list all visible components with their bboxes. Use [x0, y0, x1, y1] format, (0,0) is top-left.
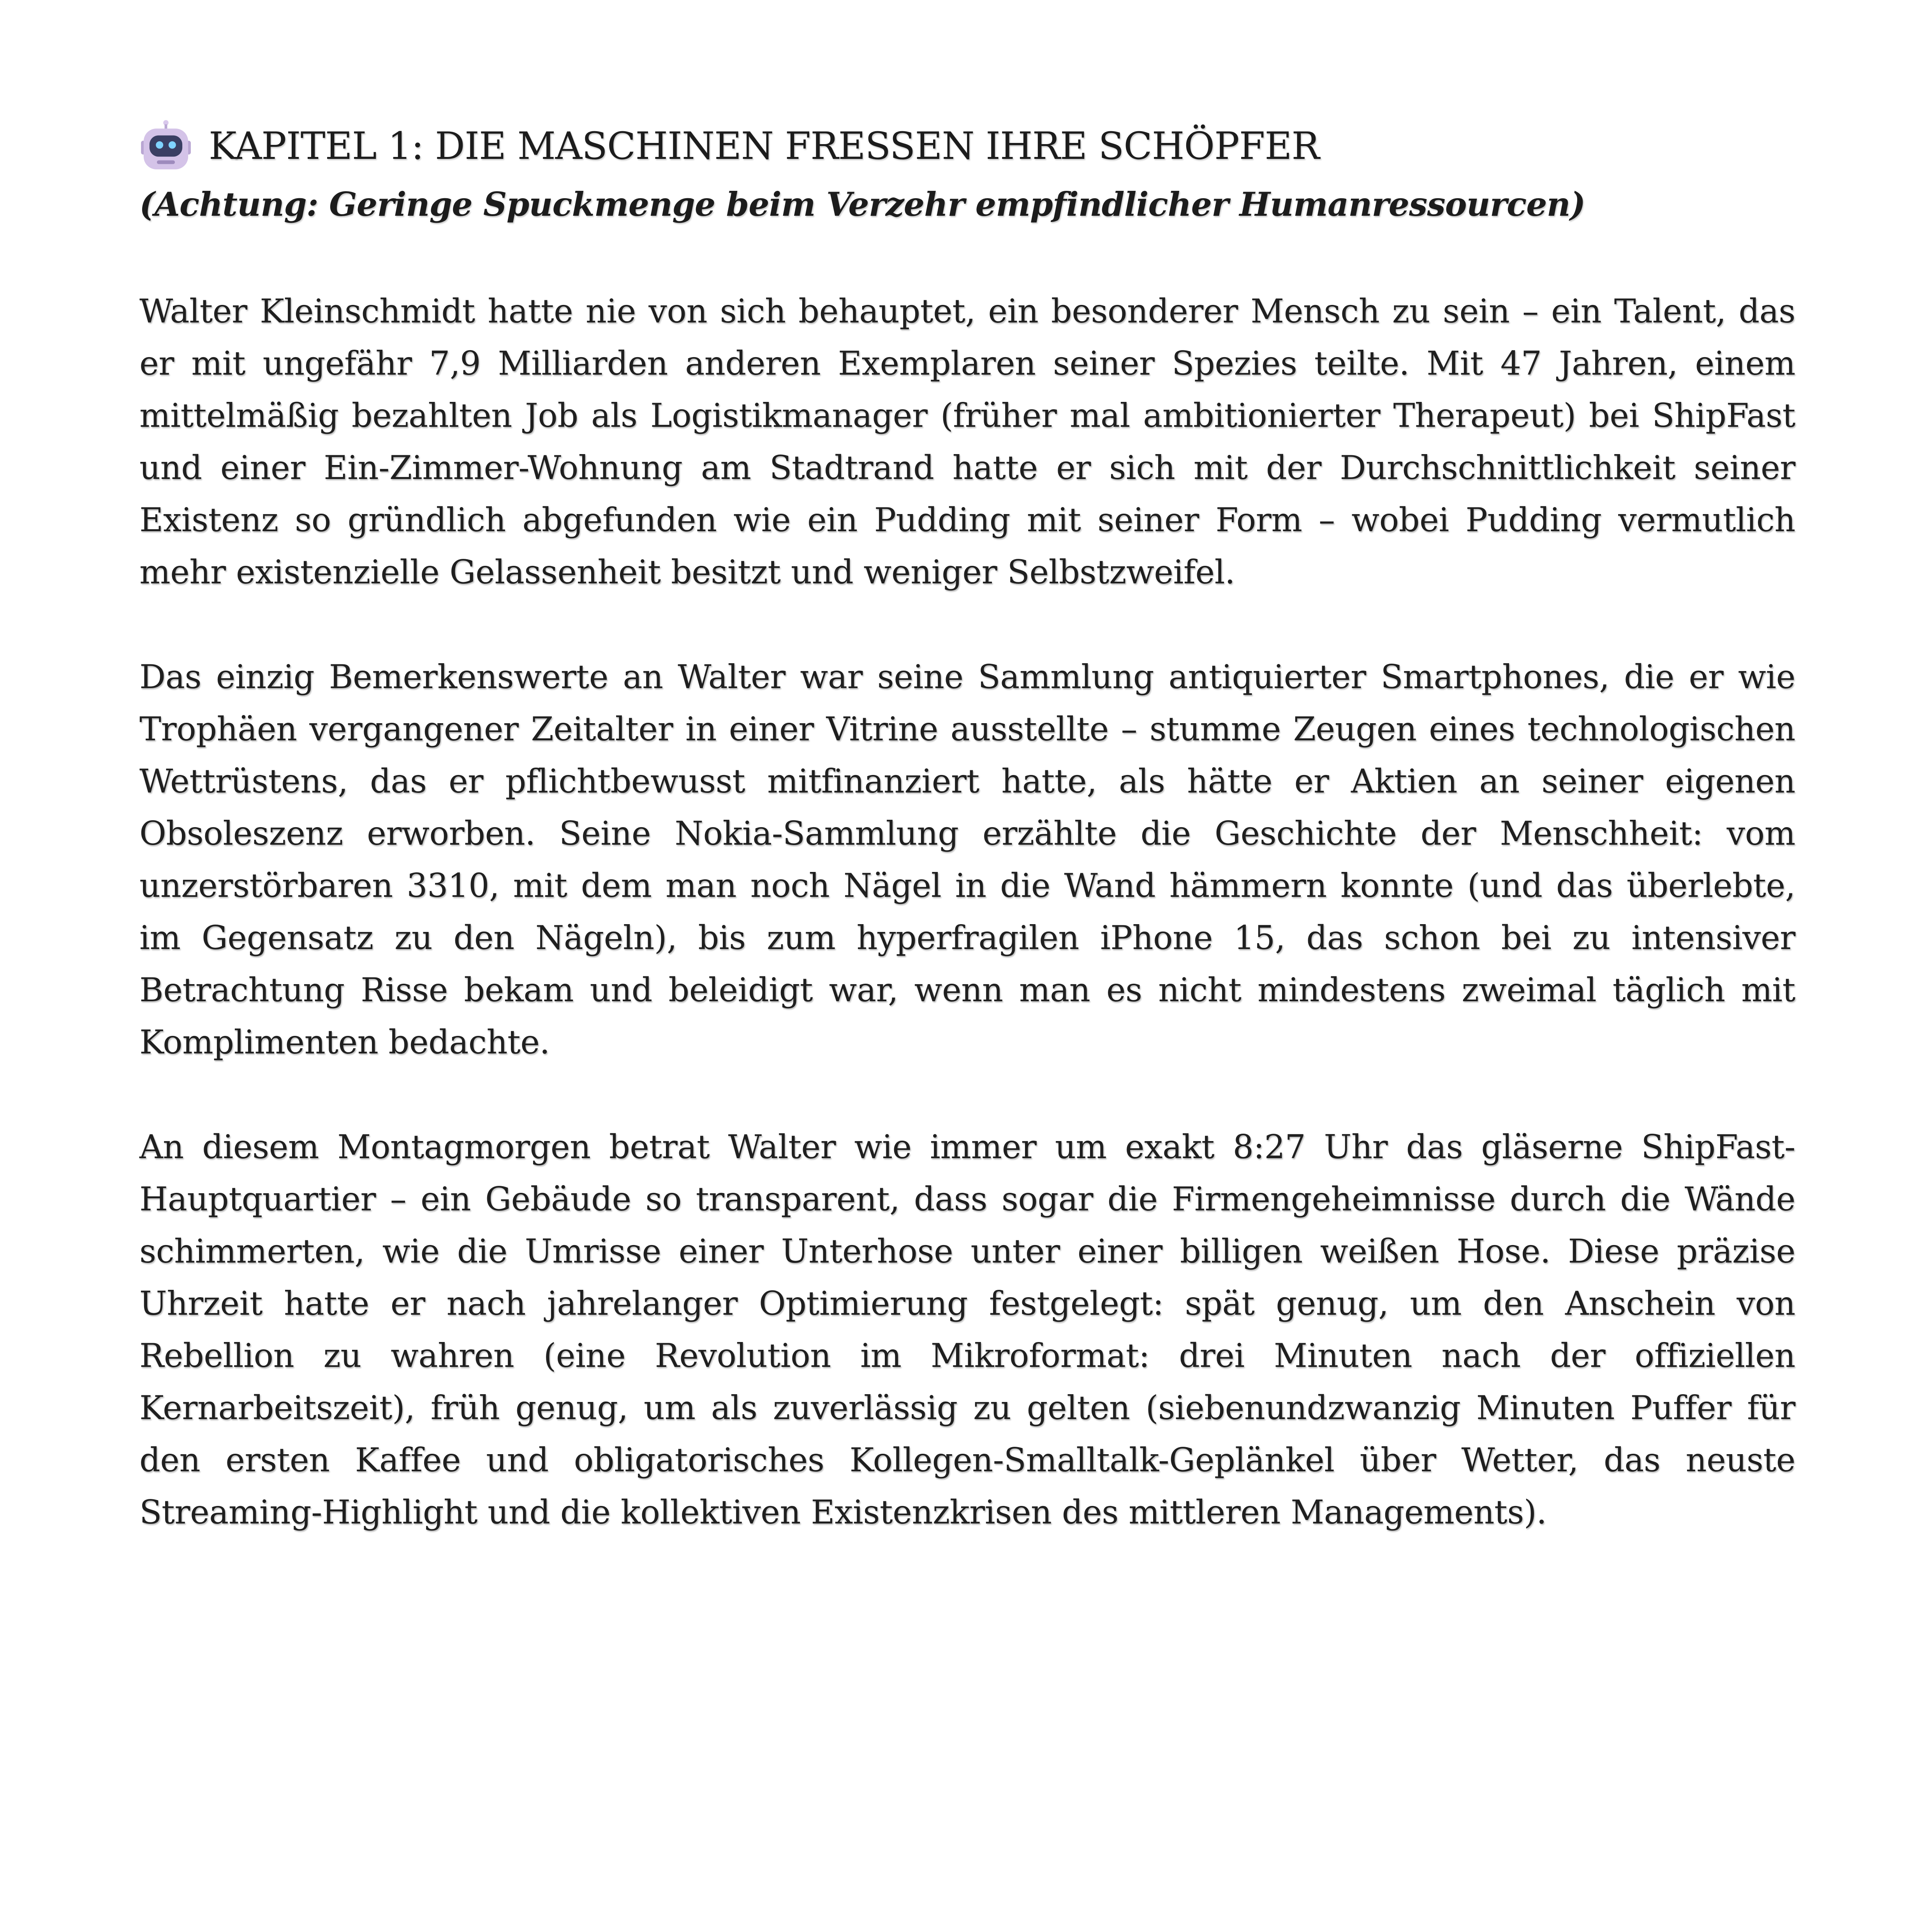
chapter-title: KAPITEL 1: DIE MASCHINEN FRESSEN IHRE SCHÖPFER — [209, 124, 1319, 168]
chapter-body — [139, 285, 1795, 1538]
chapter-heading — [139, 117, 1795, 175]
chapter-subtitle: (Achtung: Geringe Spuckmenge beim Verzehr empfindlicher Humanressourcen) — [139, 185, 1585, 224]
paragraph: Walter Kleinschmidt hatte nie von sich behauptet, ein besonderer Mensch zu sein – ein Talent, das er mit ungefähr 7,9 Milliarden anderen Exemplaren seiner Spezies teilte. Mit 47 Jahren, einem mittelmäßig bezahlten Job als Logistikmanager (früher mal ambitionierter Therapeut) bei ShipFast und einer Ein-Zimmer-Wohnung am Stadtrand hatte er sich mit der Durchschnittlichkeit seiner Existenz so gründlich abgefunden wie ein Pudding mit seiner Form – wobei Pudding vermutlich mehr existenzielle Gelassenheit besitzt und weniger Selbstzweifel. — [139, 292, 1795, 591]
document-page — [139, 117, 1795, 1591]
robot-icon — [139, 120, 192, 173]
paragraph: An diesem Montagmorgen betrat Walter wie immer um exakt 8:27 Uhr das gläserne ShipFast-Hauptquartier – ein Gebäude so transparent, dass sogar die Firmengeheimnisse durch die Wände schimmerten, wie die Umrisse einer Unterhose unter einer billigen weißen Hose. Diese präzise Uhrzeit hatte er nach jahrelanger Optimierung festgelegt: spät genug, um den Anschein von Rebellion zu wahren (eine Revolution im Mikroformat: drei Minuten nach der offiziellen Kernarbeitszeit), früh genug, um als zuverlässig zu gelten (siebenundzwanzig Minuten Puffer für den ersten Kaffee und obligatorisches Kollegen-Smalltalk-Geplänkel über Wetter, das neuste Streaming-Highlight und die kollektiven Existenzkrisen des mittleren Managements). — [139, 1128, 1795, 1531]
paragraph: Das einzig Bemerkenswerte an Walter war seine Sammlung antiquierter Smartphones, die er wie Trophäen vergangener Zeitalter in einer Vitrine ausstellte – stumme Zeugen eines technologischen Wettrüstens, das er pflichtbewusst mitfinanziert hatte, als hätte er Aktien an seiner eigenen Obsoleszenz erworben. Seine Nokia-Sammlung erzählte die Geschichte der Menschheit: vom unzerstörbaren 3310, mit dem man noch Nägel in die Wand hämmern konnte (und das überlebte, im Gegensatz zu den Nägeln), bis zum hyperfragilen iPhone 15, das schon bei zu intensiver Betrachtung Risse bekam und beleidigt war, wenn man es nicht mindestens zweimal täglich mit Komplimenten bedachte. — [139, 658, 1795, 1061]
